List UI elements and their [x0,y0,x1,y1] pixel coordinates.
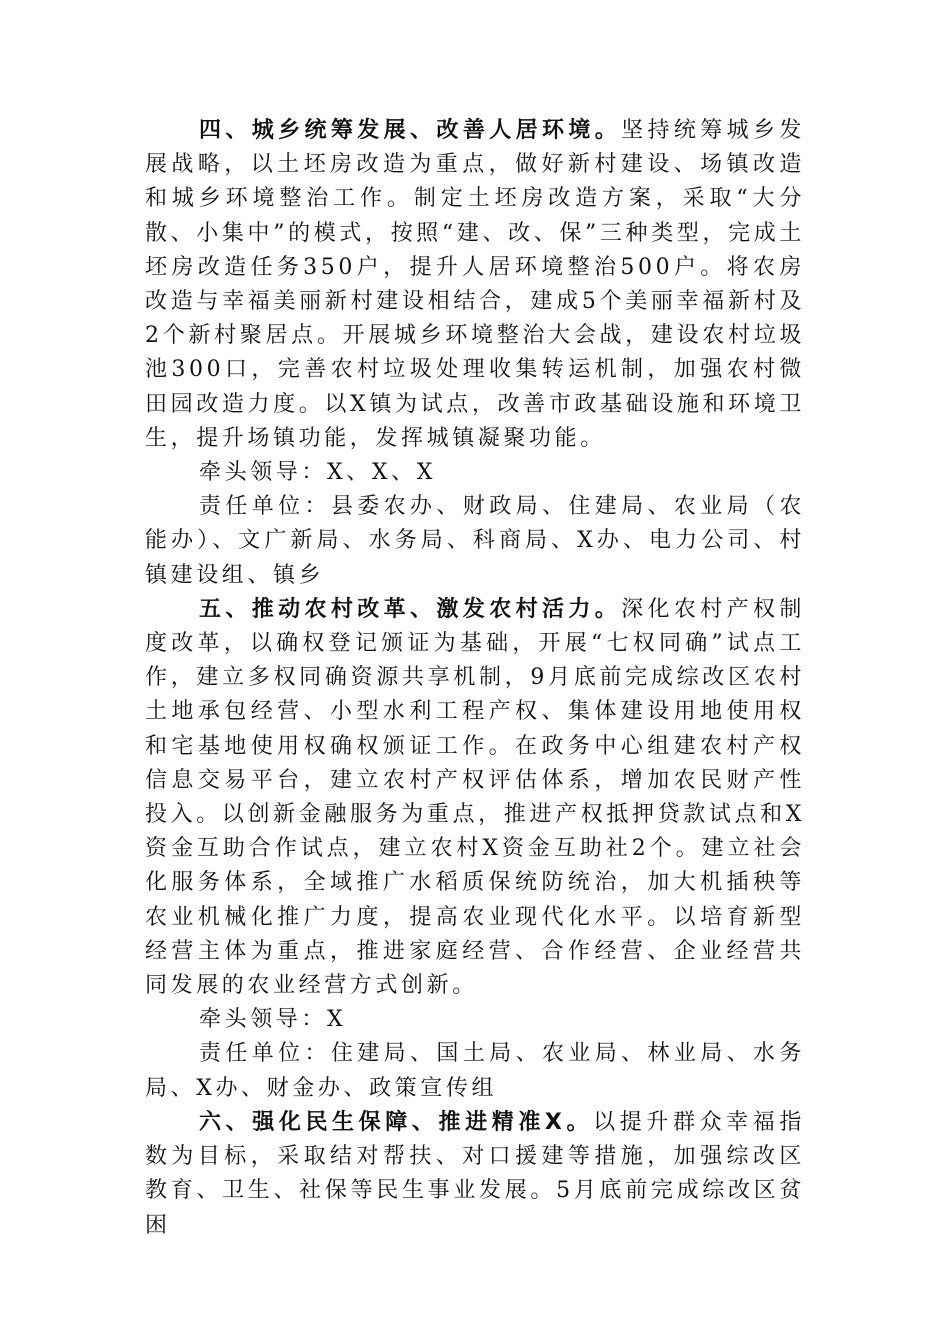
section-6-body: 以提升群众幸福指数为目标，采取结对帮扶、对口援建等措施，加强综改区教育、卫生、社保等民生事业发展。5月底前完成综改区贫困 [145,1109,805,1238]
section-5-leaders: 牵头领导：X [199,1007,347,1033]
section-6-heading: 六、强化民生保障、推进精准X。 [199,1109,594,1135]
section-4-leaders: 牵头领导：X、X、X [199,460,436,486]
section-5-responsible-units: 责任单位：住建局、国土局、农业局、林业局、水务局、X办、财金办、政策宣传组 [145,1041,805,1101]
section-4-body: 坚持统筹城乡发展战略，以土坯房改造为重点，做好新村建设、场镇改造和城乡环境整治工作。制定土坯房改造方案，采取“大分散、小集中”的模式，按照“建、改、保”三种类型，完成土坯房改造任务350户，提升人居环境整治500户。将农房改造与幸福美丽新村建设相结合，建成5个美丽幸福新村及2个新村聚居点。开展城乡环境整治大会战，建设农村垃圾池300口，完善农村垃圾处理收集转运机制，加强农村微田园改造力度。以X镇为试点，改善市政基础设施和环境卫生，提升场镇功能，发挥城镇凝聚功能。 [145,118,805,451]
section-4-responsible-units: 责任单位：县委农办、财政局、住建局、农业局（农能办）、文广新局、水务局、科商局、X办、电力公司、村镇建设组、镇乡 [145,494,805,588]
section-4-paragraph [145,114,805,456]
section-6-paragraph [145,1106,805,1243]
section-4-heading: 四、城乡统筹发展、改善人居环境。 [199,118,622,143]
section-5-body: 深化农村产权制度改革，以确权登记颁证为基础，开展“七权同确”试点工作，建立多权同确资源共享机制，9月底前完成综改区农村土地承包经营、小型水利工程产权、集体建设用地使用权和宅基地使用权确权颁证工作。在政务中心组建农村产权信息交易平台，建立农村产权评估体系，增加农民财产性投入。以创新金融服务为重点，推进产权抵押贷款试点和X资金互助合作试点，建立农村X资金互助社2个。建立社会化服务体系，全域推广水稻质保统防统治，加大机插秧等农业机械化推广力度，提高农业现代化水平。以培育新型经营主体为重点，推进家庭经营、合作经营、企业经营共同发展的农业经营方式创新。 [145,596,805,999]
section-5-heading: 五、推动农村改革、激发农村活力。 [199,596,622,622]
document-page [145,114,805,1243]
section-5-paragraph [145,593,805,1003]
